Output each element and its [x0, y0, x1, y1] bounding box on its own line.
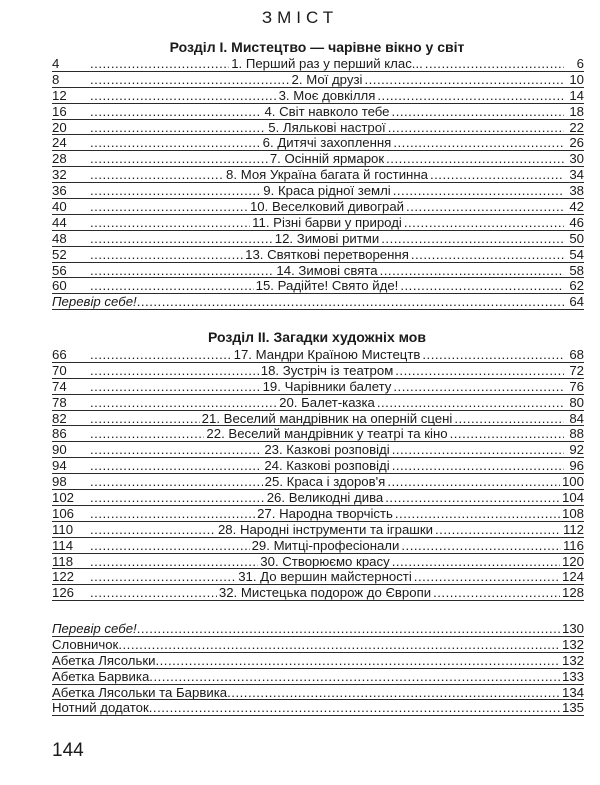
leader-dots: [392, 442, 564, 458]
toc-row: [52, 104, 584, 120]
leader-dots: [433, 585, 560, 601]
leader-dots: [90, 363, 259, 379]
toc-row: [52, 135, 584, 151]
end-page: 76: [569, 378, 584, 394]
leader-dots: [90, 199, 248, 215]
end-page: 14: [569, 87, 584, 103]
topic-title: 23. Казкові розповіді: [264, 442, 390, 458]
start-page: 110: [52, 521, 74, 537]
leader-dots: [450, 426, 564, 442]
toc-row: [52, 653, 584, 669]
topic-title: 32. Мистецька подорож до Європи: [218, 585, 432, 601]
page-ref: 133: [561, 668, 584, 684]
leader-dots: [392, 104, 564, 120]
leader-dots: [90, 135, 261, 151]
leader-dots: [364, 72, 564, 88]
end-page: 72: [569, 362, 584, 378]
topic-title: 3. Моє довкілля: [278, 87, 376, 103]
topic-title: 24. Казкові розповіді: [264, 458, 390, 474]
toc-row: [52, 263, 584, 279]
end-page: 26: [569, 135, 584, 151]
toc-row: [52, 88, 584, 104]
section-2-heading: Розділ ІІ. Загадки художніх мов: [208, 329, 426, 345]
start-page: 4: [52, 56, 60, 71]
leader-dots: [90, 88, 277, 104]
start-page: 28: [52, 151, 67, 167]
toc-row: [52, 347, 584, 363]
toc-row: [52, 56, 584, 72]
topic-title: 14. Зимові свята: [276, 262, 378, 278]
end-page: 68: [569, 347, 584, 362]
start-page: 40: [52, 199, 67, 215]
start-page: 102: [52, 490, 75, 506]
start-page: 20: [52, 119, 67, 135]
leader-dots: [90, 278, 254, 294]
topic-title: 4. Світ навколо тебе: [264, 103, 390, 119]
entry-label: Абетка Барвика: [52, 668, 150, 684]
start-page: 56: [52, 262, 67, 278]
end-page: 80: [569, 394, 584, 410]
end-page: 54: [569, 246, 584, 262]
end-page: 96: [569, 458, 584, 474]
leader-dots: [90, 104, 262, 120]
toc-row: [52, 247, 584, 263]
entry-label: Перевір себе!: [52, 621, 137, 636]
leader-dots: [400, 278, 564, 294]
end-page: 38: [569, 183, 584, 199]
start-page: 24: [52, 135, 67, 151]
start-page: 98: [52, 474, 67, 490]
leader-dots: [137, 621, 560, 637]
leader-dots: [90, 585, 217, 601]
start-page: 12: [52, 87, 67, 103]
topic-title: 13. Святкові перетворення: [245, 246, 409, 262]
end-page: 6: [576, 56, 584, 71]
end-page: 10: [569, 71, 584, 87]
start-page: 78: [52, 394, 67, 410]
topic-title: 12. Зимові ритми: [274, 230, 380, 246]
leader-dots: [227, 685, 560, 701]
end-page: 42: [569, 199, 584, 215]
leader-dots: [388, 120, 564, 136]
start-page: 122: [52, 569, 75, 585]
leader-dots: [387, 474, 560, 490]
leader-dots: [411, 247, 564, 263]
leader-dots: [118, 637, 560, 653]
topic-title: 7. Осінній ярмарок: [269, 151, 385, 167]
leader-dots: [380, 263, 564, 279]
start-page: 66: [52, 347, 67, 362]
leader-dots: [90, 490, 265, 506]
end-page: 124: [561, 569, 584, 585]
leader-dots: [406, 199, 564, 215]
leader-dots: [377, 88, 564, 104]
leader-dots: [90, 231, 273, 247]
leader-dots: [90, 347, 232, 363]
leader-dots: [392, 458, 564, 474]
leader-dots: [90, 474, 263, 490]
toc-row: [52, 554, 584, 570]
end-page: 34: [569, 167, 584, 183]
toc-row: [52, 621, 584, 637]
toc-row: [52, 685, 584, 701]
toc-row: [52, 426, 584, 442]
end-page: 88: [569, 426, 584, 442]
page-ref: 130: [561, 621, 584, 636]
page-ref: 134: [561, 684, 584, 700]
leader-dots: [90, 411, 200, 427]
page-ref: 135: [561, 700, 584, 716]
toc-row: [52, 411, 584, 427]
leader-dots: [90, 247, 243, 263]
start-page: 48: [52, 230, 67, 246]
leader-dots: [425, 56, 564, 72]
start-page: 32: [52, 167, 67, 183]
leader-dots: [90, 522, 216, 538]
topic-title: 9. Краса рідної землі: [263, 183, 391, 199]
topic-title: 22. Веселий мандрівник у театрі та кіно: [206, 426, 448, 442]
toc-row: [52, 183, 584, 199]
leader-dots: [90, 167, 224, 183]
leader-dots: [414, 569, 560, 585]
toc-row: [52, 637, 584, 653]
start-page: 94: [52, 458, 67, 474]
start-page: 36: [52, 183, 67, 199]
entry-label: Нотний додаток: [52, 700, 149, 716]
topic-title: 8. Моя Україна багата й гостинна: [226, 167, 428, 183]
leader-dots: [90, 183, 261, 199]
page-title: ЗМІСТ: [261, 8, 339, 27]
toc-row: [52, 120, 584, 136]
topic-title: 30. Створюємо красу: [260, 553, 390, 569]
toc-row: [52, 379, 584, 395]
topic-title: 26. Великодні дива: [266, 490, 384, 506]
leader-dots: [395, 363, 564, 379]
topic-title: 19. Чарівники балету: [262, 378, 392, 394]
toc-row: [52, 538, 584, 554]
start-page: 44: [52, 214, 67, 230]
end-page: 104: [561, 490, 584, 506]
start-page: 114: [52, 537, 74, 553]
start-page: 126: [52, 585, 75, 601]
leader-dots: [381, 231, 564, 247]
leader-dots: [137, 294, 564, 310]
leader-dots: [90, 569, 236, 585]
end-page: 22: [569, 119, 584, 135]
entry-label: Абетка Лясольки та Барвика: [52, 684, 228, 700]
end-page: 128: [561, 585, 584, 601]
start-page: 52: [52, 246, 67, 262]
leader-dots: [90, 506, 255, 522]
leader-dots: [393, 183, 564, 199]
entry-label: Перевір себе!: [52, 294, 137, 310]
section-2-list: [52, 347, 584, 601]
leader-dots: [90, 72, 290, 88]
leader-dots: [422, 347, 564, 363]
start-page: 8: [52, 71, 60, 87]
leader-dots: [90, 215, 250, 231]
leader-dots: [385, 490, 560, 506]
end-page: 92: [569, 442, 584, 458]
toc-row: [52, 458, 584, 474]
toc-row: [52, 278, 584, 294]
start-page: 82: [52, 410, 67, 426]
leader-dots: [149, 669, 560, 685]
end-page: 84: [569, 410, 584, 426]
start-page: 90: [52, 442, 67, 458]
end-page: 18: [569, 103, 584, 119]
end-page: 116: [562, 537, 584, 553]
topic-title: 6. Дитячі захоплення: [262, 135, 392, 151]
topic-title: 29. Митці-професіонали: [251, 537, 400, 553]
topic-title: 15. Радійте! Свято йде!: [255, 278, 399, 294]
topic-title: 17. Мандри Країною Мистецтв: [233, 347, 421, 362]
leader-dots: [377, 395, 564, 411]
toc-row: [52, 585, 584, 601]
page-ref: 64: [569, 294, 584, 310]
page-ref: 132: [561, 652, 584, 668]
appendix-list: [52, 621, 584, 716]
entry-label: Абетка Лясольки: [52, 652, 156, 668]
end-page: 112: [562, 521, 584, 537]
toc-row: [52, 442, 584, 458]
toc-row: [52, 669, 584, 685]
end-page: 120: [561, 553, 584, 569]
end-page: 100: [561, 474, 584, 490]
leader-dots: [435, 522, 561, 538]
toc-row: [52, 294, 584, 310]
leader-dots: [90, 458, 262, 474]
topic-title: 18. Зустріч із театром: [260, 362, 394, 378]
page-number: 144: [52, 740, 84, 761]
leader-dots: [90, 442, 262, 458]
topic-title: 27. Народна творчість: [257, 505, 393, 521]
toc-row: [52, 151, 584, 167]
end-page: 30: [569, 151, 584, 167]
topic-title: 21. Веселий мандрівник на оперній сцені: [201, 410, 453, 426]
start-page: 74: [52, 378, 67, 394]
toc-row: [52, 474, 584, 490]
leader-dots: [90, 379, 261, 395]
leader-dots: [155, 653, 560, 669]
start-page: 106: [52, 505, 75, 521]
leader-dots: [404, 215, 564, 231]
toc-row: [52, 72, 584, 88]
leader-dots: [386, 151, 564, 167]
toc-row: [52, 167, 584, 183]
toc-row: [52, 490, 584, 506]
toc-row: [52, 231, 584, 247]
toc-row: [52, 199, 584, 215]
leader-dots: [90, 426, 204, 442]
topic-title: 31. До вершин майстерності: [238, 569, 412, 585]
page-ref: 132: [561, 636, 584, 652]
section-1-list: [52, 56, 584, 310]
leader-dots: [393, 379, 564, 395]
leader-dots: [90, 263, 274, 279]
end-page: 46: [569, 214, 584, 230]
toc-row: [52, 363, 584, 379]
toc-row: [52, 506, 584, 522]
topic-title: 28. Народні інструменти та іграшки: [217, 521, 434, 537]
leader-dots: [90, 151, 268, 167]
toc-row: [52, 569, 584, 585]
topic-title: 5. Лялькові настрої: [268, 119, 386, 135]
start-page: 70: [52, 362, 67, 378]
end-page: 108: [561, 505, 584, 521]
topic-title: 1. Перший раз у перший клас...: [231, 56, 423, 71]
toc-row: [52, 700, 584, 716]
topic-title: 11. Різні барви у природі: [252, 214, 402, 230]
toc-row: [52, 215, 584, 231]
leader-dots: [430, 167, 564, 183]
leader-dots: [90, 395, 277, 411]
toc-row: [52, 395, 584, 411]
start-page: 60: [52, 278, 67, 294]
start-page: 86: [52, 426, 67, 442]
leader-dots: [395, 506, 560, 522]
leader-dots: [393, 135, 564, 151]
end-page: 62: [569, 278, 584, 294]
toc-row: [52, 522, 584, 538]
section-1-heading: Розділ І. Мистецтво — чарівне вікно у світ: [169, 39, 465, 55]
end-page: 50: [569, 230, 584, 246]
leader-dots: [90, 56, 229, 72]
end-page: 58: [569, 262, 584, 278]
leader-dots: [90, 120, 266, 136]
topic-title: 10. Веселковий дивограй: [249, 199, 405, 215]
leader-dots: [401, 538, 561, 554]
topic-title: 2. Мої друзі: [291, 71, 363, 87]
leader-dots: [90, 554, 258, 570]
topic-title: 20. Балет-казка: [279, 394, 375, 410]
topic-title: 25. Краса і здоров'я: [264, 474, 386, 490]
leader-dots: [149, 700, 560, 716]
start-page: 118: [52, 553, 74, 569]
start-page: 16: [52, 103, 67, 119]
entry-label: Словничок: [52, 636, 119, 652]
leader-dots: [454, 411, 564, 427]
leader-dots: [90, 538, 250, 554]
leader-dots: [392, 554, 560, 570]
